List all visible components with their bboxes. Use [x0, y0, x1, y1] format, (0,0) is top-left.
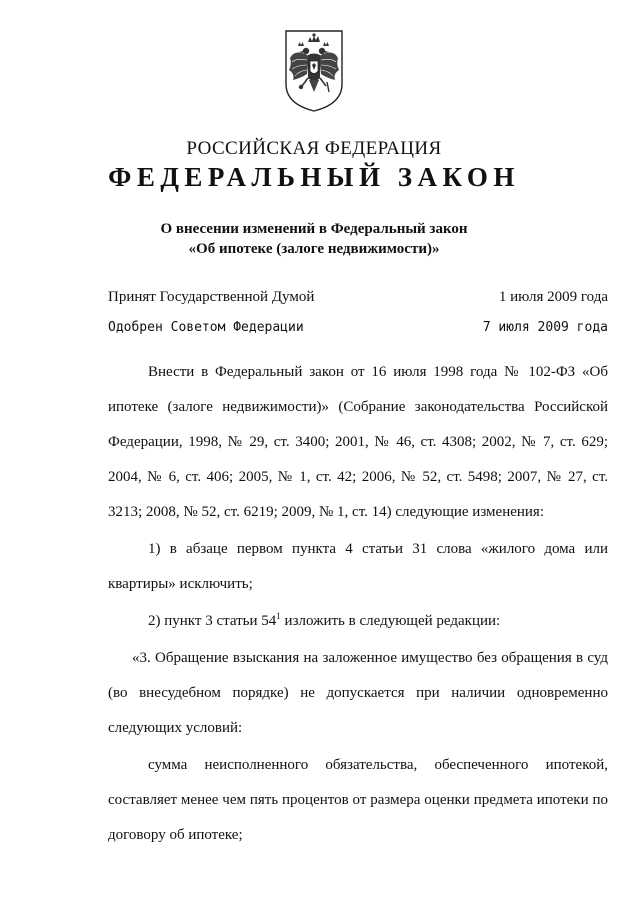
- law-title-line-1: О внесении изменений в Федеральный закон: [160, 221, 468, 237]
- amendment-item-1: 1) в абзаце первом пункта 4 статьи 31 слова «жилого дома или квартиры» исключить;: [108, 541, 608, 592]
- law-title-line-2: «Об ипотеке (залоге недвижимости)»: [188, 241, 440, 257]
- amendment-item-2-tail: изложить в следующей редакции:: [280, 613, 501, 629]
- council-approval-label: Одобрен Советом Федерации: [108, 320, 304, 335]
- duma-adoption-label: Принят Государственной Думой: [108, 289, 315, 305]
- article-superscript: 1: [276, 611, 281, 621]
- country-name: РОССИЙСКАЯ ФЕДЕРАЦИЯ: [186, 138, 442, 159]
- condition-paragraph: сумма неисполненного обязательства, обеспеченного ипотекой, составляет менее чем пять процентов от размера оценки предмета ипотеки по договору об ипотеке;: [108, 757, 608, 843]
- duma-adoption-date: 1 июля 2009 года: [498, 289, 608, 305]
- intro-paragraph: Внести в Федеральный закон от 16 июля 1998 года № 102-ФЗ «Об ипотеке (залоге недвижимости)» (Собрание законодательства Российской Федерации, 1998, № 29, ст. 3400; 2001, № 46, ст. 4308; 2002, № 7, ст. 629; 2004, № 6, ст. 406; 2005, № 1, ст. 42; 2006, № 52, ст. 5498; 2007, № 27, ст. 3213; 2008, № 52, ст. 6219; 2009, № 1, ст. 14) следующие изменения:: [108, 364, 608, 520]
- duma-adoption-row: [108, 289, 608, 311]
- council-approval-date: 7 июля 2009 года: [482, 320, 608, 335]
- amendment-item-2: [108, 604, 608, 639]
- council-approval-row: [108, 318, 608, 340]
- coat-of-arms-icon: [281, 26, 347, 114]
- law-title: [0, 219, 628, 259]
- document-type-heading: ФЕДЕРАЛЬНЫЙ ЗАКОН: [108, 162, 520, 192]
- law-body: [108, 355, 608, 853]
- clause-3-paragraph: «3. Обращение взыскания на заложенное имущество без обращения в суд (во внесудебном порядке) не допускается при наличии одновременно следующих условий:: [108, 650, 608, 736]
- amendment-item-2-text: 2) пункт 3 статьи 54: [148, 613, 277, 629]
